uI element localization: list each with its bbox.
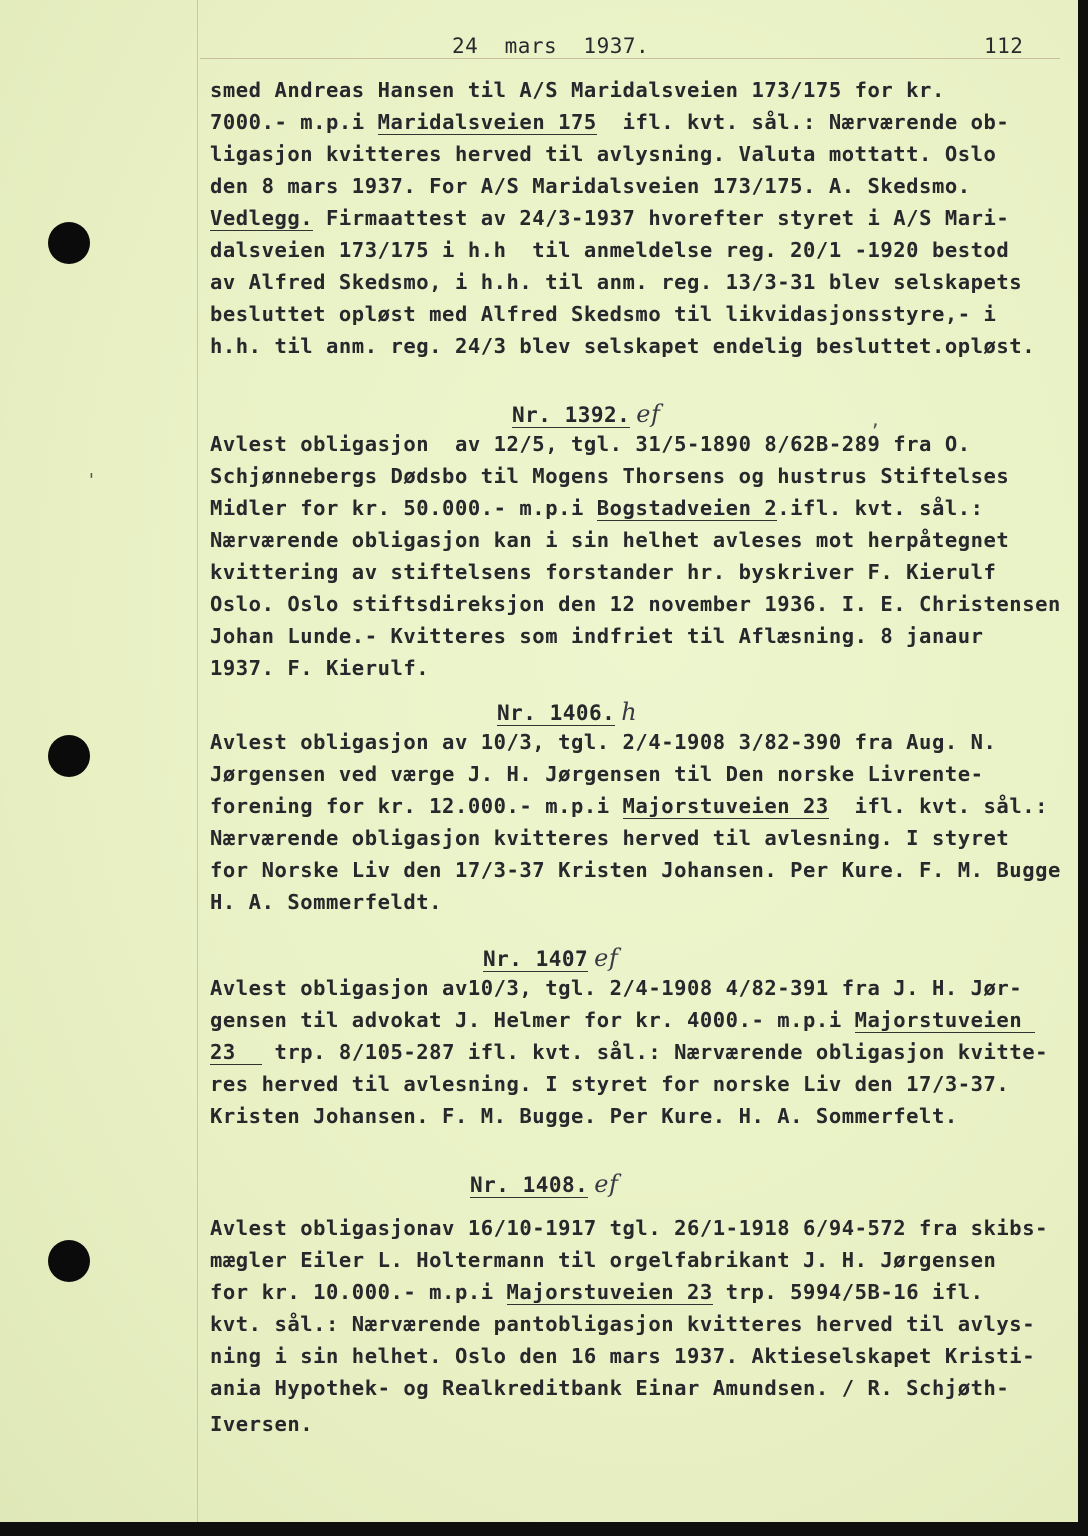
text-line: [210, 1216, 1048, 1240]
line-text: kvt. sål.: Nærværende pantobligasjon kvitteres herved til avlys-: [210, 1312, 1036, 1336]
text-line: [210, 1280, 984, 1304]
line-text: ning i sin helhet. Oslo den 16 mars 1937. Aktieselskapet Kristi-: [210, 1344, 1036, 1368]
line-text: 1937. F. Kierulf.: [210, 656, 430, 680]
text-line: [210, 1344, 1035, 1368]
text-line: [210, 1248, 996, 1272]
punch-hole-icon: [48, 1240, 90, 1282]
text-line: [210, 110, 1009, 134]
initials-mark: ef: [636, 400, 661, 428]
text-line: [210, 1040, 1048, 1064]
underlined-address: Majorstuveien 23: [622, 794, 829, 818]
line-text: Avlest obligasjon av10/3, tgl. 2/4-1908 4/82-391 fra J. H. Jør-: [210, 976, 1023, 1000]
line-text: Avlest obligasjon av 10/3, tgl. 2/4-1908 3/82-390 fra Aug. N.: [210, 730, 997, 754]
line-text: av Alfred Skedsmo, i h.h. til anm. reg. 13/3-31 blev selskapets: [210, 270, 1023, 294]
line-text: h.h. til anm. reg. 24/3 blev selskapet endelig besluttet.opløst.: [210, 334, 1036, 358]
line-text: trp. 5994/5B-16 ifl.: [712, 1280, 984, 1304]
text-line: [210, 890, 442, 914]
text-line: [210, 238, 1009, 262]
text-line: [210, 826, 1009, 850]
line-text: Schjønnebergs Dødsbo til Mogens Thorsens og hustrus Stiftelses: [210, 464, 1010, 488]
entry-heading: [483, 944, 618, 972]
entry-number: Nr. 1392.: [512, 403, 631, 427]
underlined-address: Majorstuveien 23: [506, 1280, 713, 1304]
line-text: trp. 8/105-287 ifl. kvt. sål.: Nærværende obligasjon kvitte-: [261, 1040, 1048, 1064]
text-line: [210, 432, 971, 456]
text-line: [210, 794, 1048, 818]
underlined-address: Bogstadveien 2: [596, 496, 778, 520]
underlined-address: Majorstuveien: [854, 1008, 1036, 1032]
line-text: Midler for kr. 50.000.- m.p.i: [210, 496, 597, 520]
line-text: Avlest obligasjonav 16/10-1917 tgl. 26/1-1918 6/94-572 fra skibs-: [210, 1216, 1048, 1240]
line-text: Johan Lunde.- Kvitteres som indfriet til Aflæsning. 8 janaur: [210, 624, 984, 648]
line-text: .ifl. kvt. sål.:: [777, 496, 984, 520]
text-line: [210, 762, 984, 786]
line-text: Kristen Johansen. F. M. Bugge. Per Kure. H. A. Sommerfelt.: [210, 1104, 958, 1128]
text-line: [210, 730, 996, 754]
line-text: besluttet opløst med Alfred Skedsmo til likvidasjonsstyre,- i: [210, 302, 997, 326]
line-text: forening for kr. 12.000.- m.p.i: [210, 794, 623, 818]
text-line: [210, 174, 971, 198]
text-line: [210, 528, 1009, 552]
text-line: [210, 656, 429, 680]
line-text: Jørgensen ved værge J. H. Jørgensen til Den norske Livrente-: [210, 762, 984, 786]
line-text: den 8 mars 1937. For A/S Maridalsveien 173/175. A. Skedsmo.: [210, 174, 971, 198]
line-text: Iversen.: [210, 1412, 314, 1436]
text-line: [210, 496, 984, 520]
punch-hole-icon: [48, 735, 90, 777]
text-line: [210, 858, 1061, 882]
line-text: kvittering av stiftelsens forstander hr. byskriver F. Kierulf: [210, 560, 997, 584]
text-line: [210, 270, 1022, 294]
text-line: [210, 1412, 313, 1436]
text-line: [210, 592, 1061, 616]
entry-number: Nr. 1408.: [470, 1173, 589, 1197]
underlined-address: 23: [210, 1040, 262, 1064]
entry-number: Nr. 1406.: [497, 701, 616, 725]
line-text: dalsveien 173/175 i h.h til anmeldelse reg. 20/1 -1920 bestod: [210, 238, 1010, 262]
margin-mark: ,: [870, 410, 881, 431]
line-text: for Norske Liv den 17/3-37 Kristen Johansen. Per Kure. F. M. Bugge: [210, 858, 1061, 882]
text-line: [210, 142, 996, 166]
underlined-address: Vedlegg.: [210, 206, 314, 230]
text-line: [210, 334, 1035, 358]
margin-mark: ': [86, 470, 97, 491]
entry-heading: [470, 1170, 618, 1198]
text-line: [210, 464, 1009, 488]
line-text: smed Andreas Hansen til A/S Maridalsveien 173/175 for kr.: [210, 78, 945, 102]
text-line: [210, 624, 984, 648]
text-line: [210, 560, 996, 584]
line-text: H. A. Sommerfeldt.: [210, 890, 443, 914]
line-text: res herved til avlesning. I styret for norske Liv den 17/3-37.: [210, 1072, 1010, 1096]
punch-hole-icon: [48, 222, 90, 264]
text-line: [210, 976, 1022, 1000]
page-number: 112: [984, 34, 1024, 58]
text-line: [210, 302, 996, 326]
text-line: [210, 1312, 1035, 1336]
text-line: [210, 1008, 1035, 1032]
initials-mark: ef: [594, 944, 619, 972]
line-text: Avlest obligasjon av 12/5, tgl. 31/5-1890 8/62B-289 fra O.: [210, 432, 971, 456]
initials-mark: h: [621, 698, 638, 726]
header-rule: [200, 58, 1060, 59]
entry-heading: [497, 698, 637, 726]
line-text: Firmaattest av 24/3-1937 hvorefter styret i A/S Mari-: [313, 206, 1010, 230]
line-text: 7000.- m.p.i: [210, 110, 378, 134]
line-text: Oslo. Oslo stiftsdireksjon den 12 november 1936. I. E. Christensen: [210, 592, 1061, 616]
line-text: gensen til advokat J. Helmer for kr. 4000.- m.p.i: [210, 1008, 855, 1032]
header-date: 24 mars 1937.: [452, 34, 650, 58]
line-text: Nærværende obligasjon kvitteres herved til avlesning. I styret: [210, 826, 1010, 850]
text-line: [210, 78, 945, 102]
text-line: [210, 1072, 1009, 1096]
entry-heading: [512, 400, 660, 428]
margin-rule: [197, 0, 198, 1522]
text-line: [210, 206, 1009, 230]
line-text: mægler Eiler L. Holtermann til orgelfabrikant J. H. Jørgensen: [210, 1248, 997, 1272]
line-text: ania Hypothek- og Realkreditbank Einar Amundsen. / R. Schjøth-: [210, 1376, 1010, 1400]
initials-mark: ef: [594, 1170, 619, 1198]
underlined-address: Maridalsveien 175: [377, 110, 597, 134]
line-text: ligasjon kvitteres herved til avlysning. Valuta mottatt. Oslo: [210, 142, 997, 166]
line-text: ifl. kvt. sål.:: [828, 794, 1048, 818]
entry-number: Nr. 1407: [483, 947, 589, 971]
line-text: ifl. kvt. sål.: Nærværende ob-: [596, 110, 1010, 134]
line-text: for kr. 10.000.- m.p.i: [210, 1280, 507, 1304]
text-line: [210, 1376, 1009, 1400]
text-line: [210, 1104, 958, 1128]
line-text: Nærværende obligasjon kan i sin helhet avleses mot herpåtegnet: [210, 528, 1010, 552]
